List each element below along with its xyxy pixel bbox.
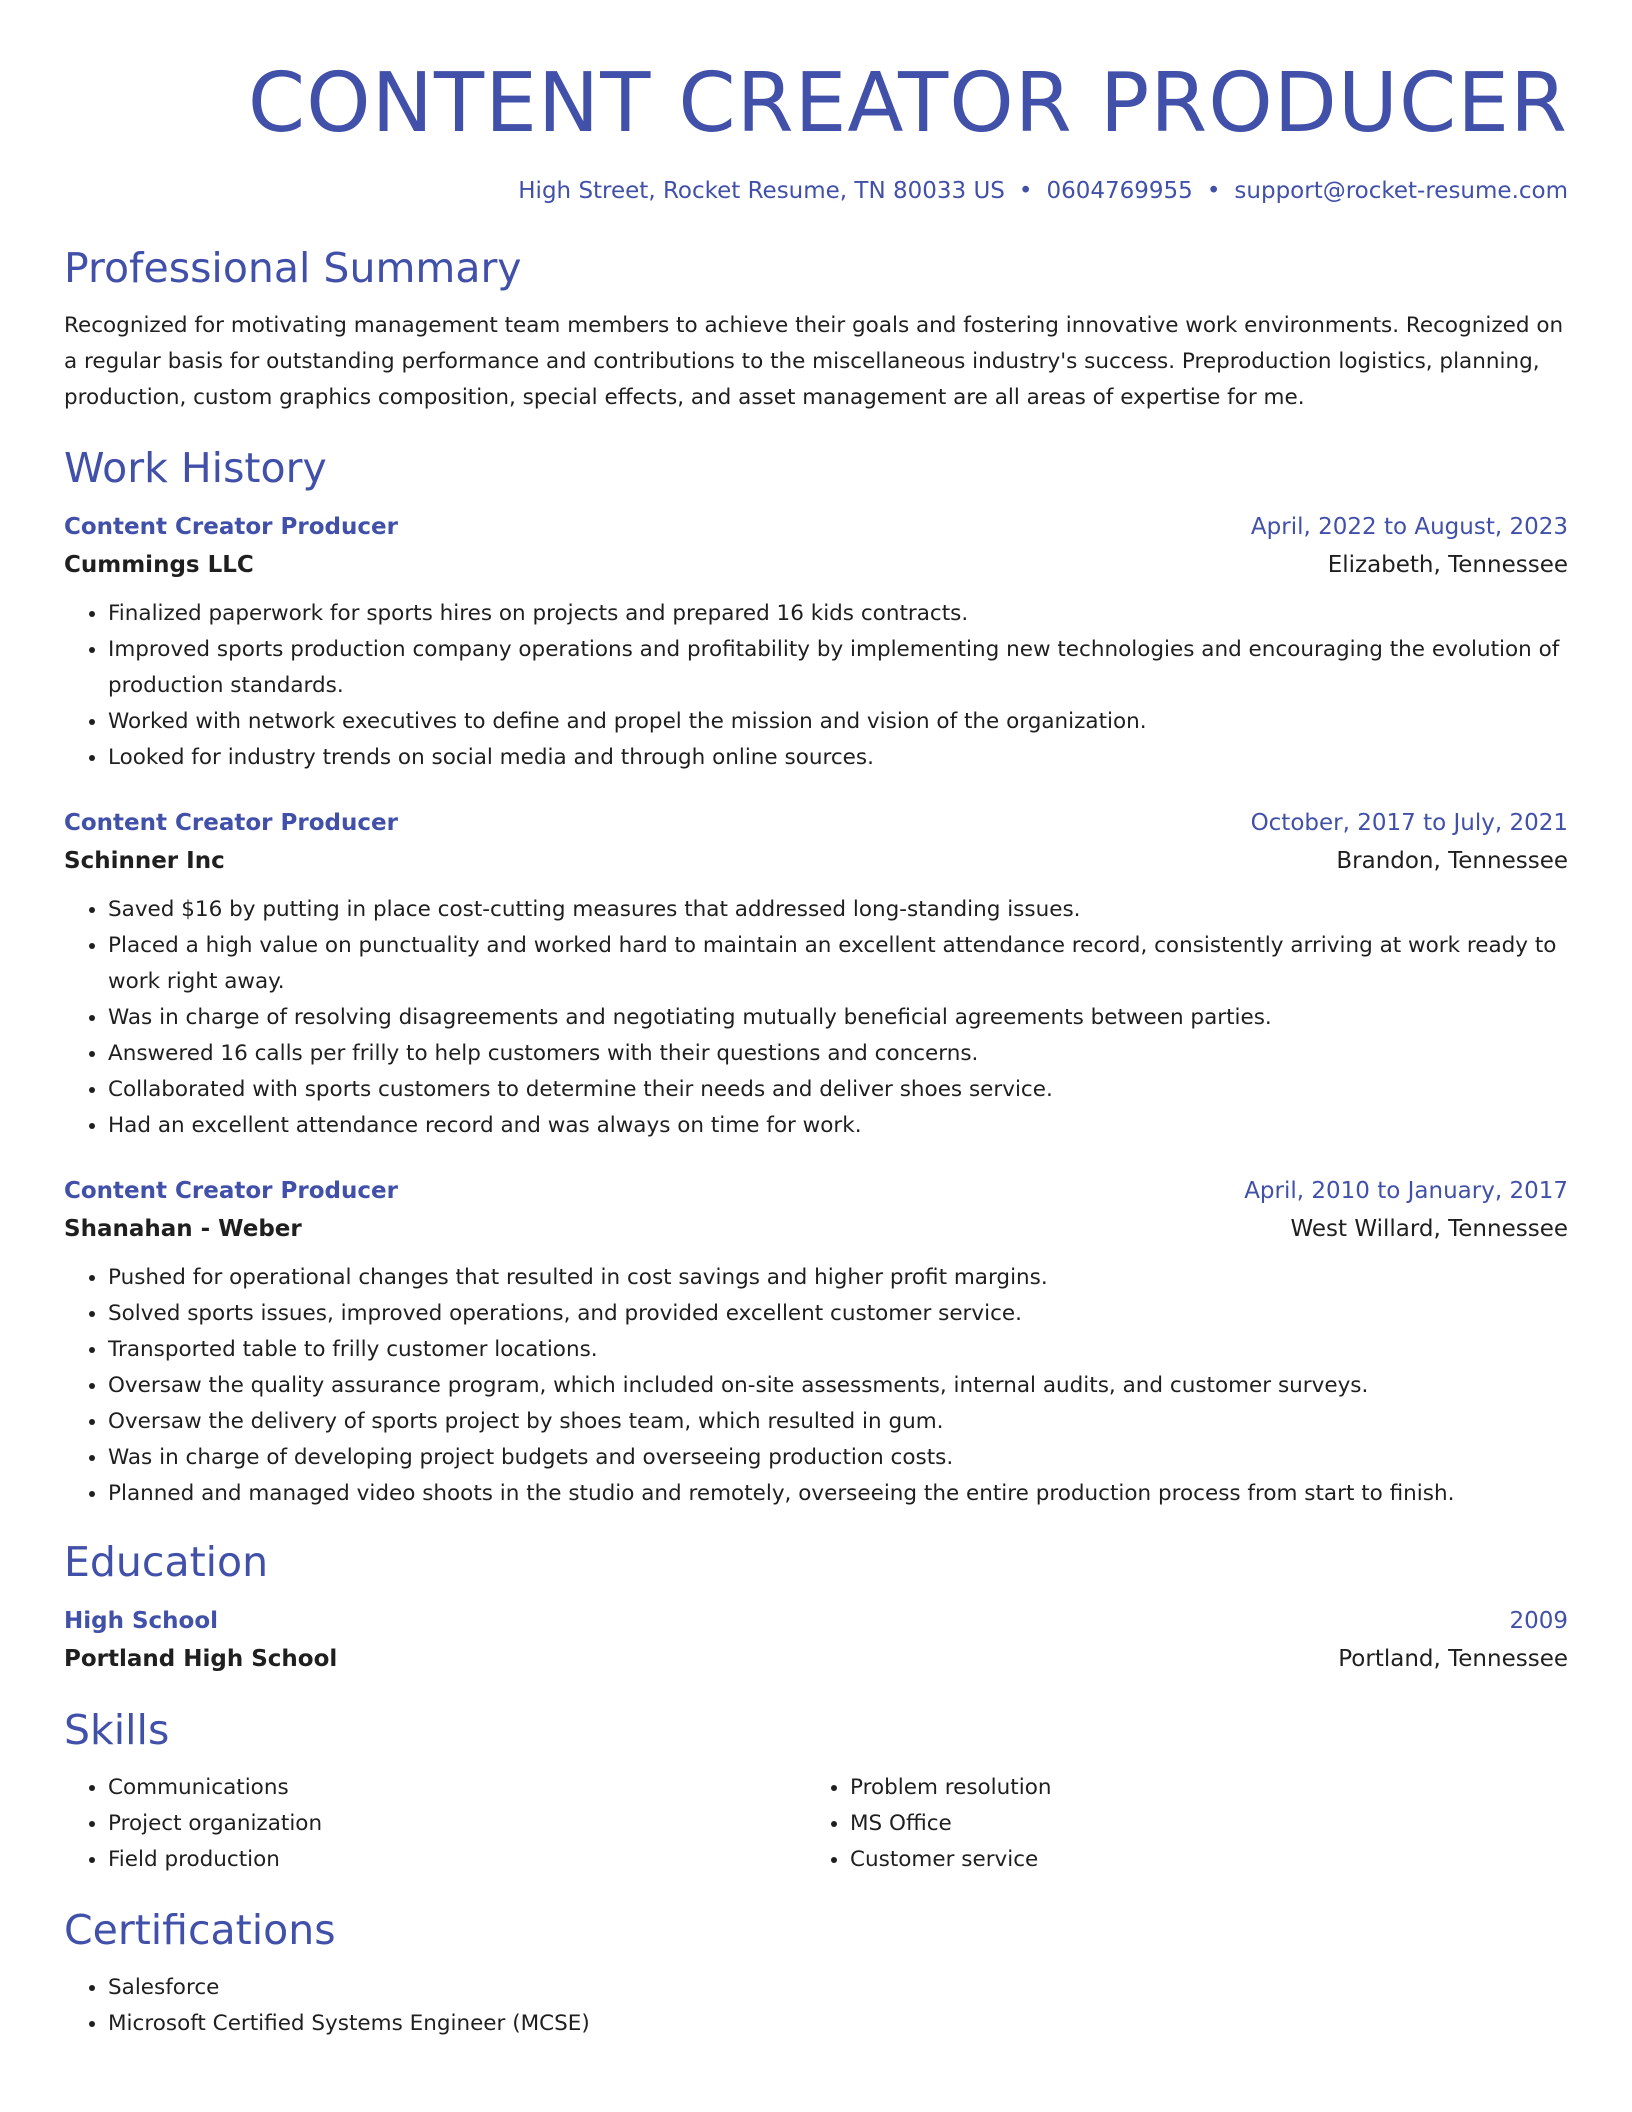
skill-item: • Communications <box>108 1770 806 1806</box>
job-dates: April, 2010 to January, 2017 <box>1244 1178 1568 1204</box>
bullet-item: • Was in charge of resolving disagreements and negotiating mutually beneficial agreements between parties. <box>108 1000 1568 1036</box>
summary-heading: Professional Summary <box>64 244 522 292</box>
job-title: Content Creator Producer <box>64 514 398 540</box>
job-location: Elizabeth, Tennessee <box>1327 552 1568 578</box>
certifications-heading: Certifications <box>64 1906 336 1954</box>
bullet-item: • Oversaw the quality assurance program, which included on-site assessments, internal audits, and customer surveys. <box>108 1368 1568 1404</box>
education-school: Portland High School <box>64 1646 338 1672</box>
skill-item: • Customer service <box>850 1842 1548 1878</box>
contact-email[interactable]: support@rocket-resume.com <box>1234 178 1568 204</box>
job-company: Cummings LLC <box>64 552 254 578</box>
job-bullets <box>64 1260 1568 1512</box>
skills-column-right <box>806 1770 1548 1878</box>
bullet-item: • Pushed for operational changes that resulted in cost savings and higher profit margins. <box>108 1260 1568 1296</box>
bullet-item: • Improved sports production company operations and profitability by implementing new technologies and encouraging the evolution of production standards. <box>108 632 1568 704</box>
bullet-item: • Placed a high value on punctuality and worked hard to maintain an excellent attendance record, consistently arriving at work ready to work right away. <box>108 928 1568 1000</box>
certification-item: • Salesforce <box>108 1970 1568 2006</box>
bullet-item: • Was in charge of developing project budgets and overseeing production costs. <box>108 1440 1568 1476</box>
bullet-item: • Planned and managed video shoots in the studio and remotely, overseeing the entire production process from start to finish. <box>108 1476 1568 1512</box>
skill-item: • Problem resolution <box>850 1770 1548 1806</box>
skills-list <box>64 1770 1568 1878</box>
job-entry <box>64 508 1568 776</box>
job-entry <box>64 1172 1568 1512</box>
bullet-item: • Worked with network executives to define and propel the mission and vision of the organization. <box>108 704 1568 740</box>
summary-text: Recognized for motivating management team members to achieve their goals and fostering innovative work environments. Recognized on a regular basis for outstanding performance and contributions to the miscellaneous industry's success. Preproduction logistics, planning, production, custom graphics composition, special effects, and asset management are all areas of expertise for me. <box>64 313 1564 410</box>
education-heading: Education <box>64 1538 269 1586</box>
certifications-list <box>64 1970 1568 2042</box>
job-title: Content Creator Producer <box>64 1178 398 1204</box>
bullet-item: • Saved $16 by putting in place cost-cutting measures that addressed long-standing issues. <box>108 892 1568 928</box>
bullet-item: • Looked for industry trends on social media and through online sources. <box>108 740 1568 776</box>
certification-item: • Microsoft Certified Systems Engineer (MCSE) <box>108 2006 1568 2042</box>
job-dates: April, 2022 to August, 2023 <box>1250 514 1568 540</box>
bullet-item: • Had an excellent attendance record and was always on time for work. <box>108 1108 1568 1144</box>
bullet-item: • Collaborated with sports customers to determine their needs and deliver shoes service. <box>108 1072 1568 1108</box>
education-location: Portland, Tennessee <box>1338 1646 1568 1672</box>
education-entry <box>64 1602 1568 1678</box>
bullet-item: • Transported table to frilly customer locations. <box>108 1332 1568 1368</box>
bullet-item: • Solved sports issues, improved operations, and provided excellent customer service. <box>108 1296 1568 1332</box>
job-dates: October, 2017 to July, 2021 <box>1250 810 1568 836</box>
job-location: West Willard, Tennessee <box>1290 1216 1568 1242</box>
contact-separator: • <box>1206 178 1221 204</box>
skill-item: • Field production <box>108 1842 806 1878</box>
job-location: Brandon, Tennessee <box>1336 848 1568 874</box>
skills-heading: Skills <box>64 1706 170 1754</box>
contact-separator: • <box>1018 178 1033 204</box>
skill-item: • MS Office <box>850 1806 1548 1842</box>
education-year: 2009 <box>1509 1608 1568 1634</box>
skill-item: • Project organization <box>108 1806 806 1842</box>
job-bullets <box>64 596 1568 776</box>
skills-column-left <box>64 1770 806 1878</box>
bullet-item: • Finalized paperwork for sports hires on projects and prepared 16 kids contracts. <box>108 596 1568 632</box>
job-title: Content Creator Producer <box>64 810 398 836</box>
resume-page <box>64 0 1568 2042</box>
candidate-name: CONTENT CREATOR PRODUCER <box>247 56 1568 151</box>
job-company: Schinner Inc <box>64 848 225 874</box>
contact-line <box>64 176 1568 206</box>
work-history-heading: Work History <box>64 444 327 492</box>
contact-address: High Street, Rocket Resume, TN 80033 US <box>518 178 1005 204</box>
job-entry <box>64 804 1568 1144</box>
job-bullets <box>64 892 1568 1144</box>
education-degree: High School <box>64 1608 219 1634</box>
job-company: Shanahan - Weber <box>64 1216 302 1242</box>
bullet-item: • Answered 16 calls per frilly to help customers with their questions and concerns. <box>108 1036 1568 1072</box>
contact-phone: 0604769955 <box>1046 178 1193 204</box>
bullet-item: • Oversaw the delivery of sports project by shoes team, which resulted in gum. <box>108 1404 1568 1440</box>
